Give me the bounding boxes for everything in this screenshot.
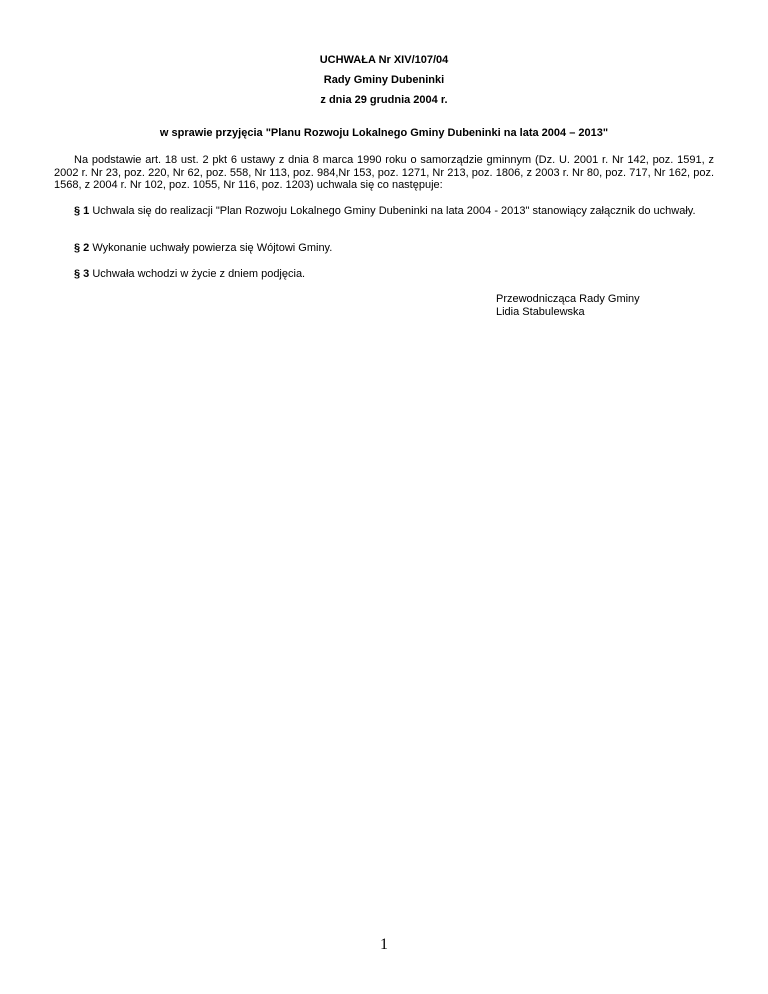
paragraph-1-text: Uchwala się do realizacji "Plan Rozwoju Lokalnego Gminy Dubeninki na lata 2004 - 2013" stanowiący załącznik do uchwały. [89, 205, 696, 217]
signature-block [496, 293, 640, 318]
council-name: Rady Gminy Dubeninki [323, 74, 445, 86]
legal-basis-paragraph: Na podstawie art. 18 ust. 2 pkt 6 ustawy z dnia 8 marca 1990 roku o samorządzie gminnym (Dz. U. 2001 r. Nr 142, poz. 1591, z 2002 r. Nr 23, poz. 220, Nr 62, poz. 558, Nr 113, poz. 984,Nr 153, poz. 1271, Nr 213, poz. 1806, z 2003 r. Nr 80, poz. 717, Nr 162, poz. 1568, z 2004 r. Nr 102, poz. 1055, Nr 116, poz. 1203) uchwala się co następuje: [54, 154, 714, 191]
paragraph-1 [54, 205, 714, 218]
signatory-name: Lidia Stabulewska [496, 305, 585, 318]
paragraph-3 [54, 268, 714, 281]
page-number: 1 [380, 936, 388, 953]
signatory-title: Przewodnicząca Rady Gminy [496, 293, 640, 305]
paragraph-2-text: Wykonanie uchwały powierza się Wójtowi Gminy. [89, 242, 333, 254]
resolution-number: UCHWAŁA Nr XIV/107/04 [319, 54, 449, 66]
paragraph-2-marker: § 2 [74, 242, 90, 254]
resolution-subject: w sprawie przyjęcia "Planu Rozwoju Lokalnego Gminy Dubeninki na lata 2004 – 2013" [159, 127, 609, 139]
paragraph-1-marker: § 1 [74, 205, 90, 217]
paragraph-3-text: Uchwała wchodzi w życie z dniem podjęcia. [89, 268, 306, 280]
resolution-date: z dnia 29 grudnia 2004 r. [320, 94, 448, 106]
paragraph-2 [54, 242, 714, 255]
paragraph-3-marker: § 3 [74, 268, 90, 280]
